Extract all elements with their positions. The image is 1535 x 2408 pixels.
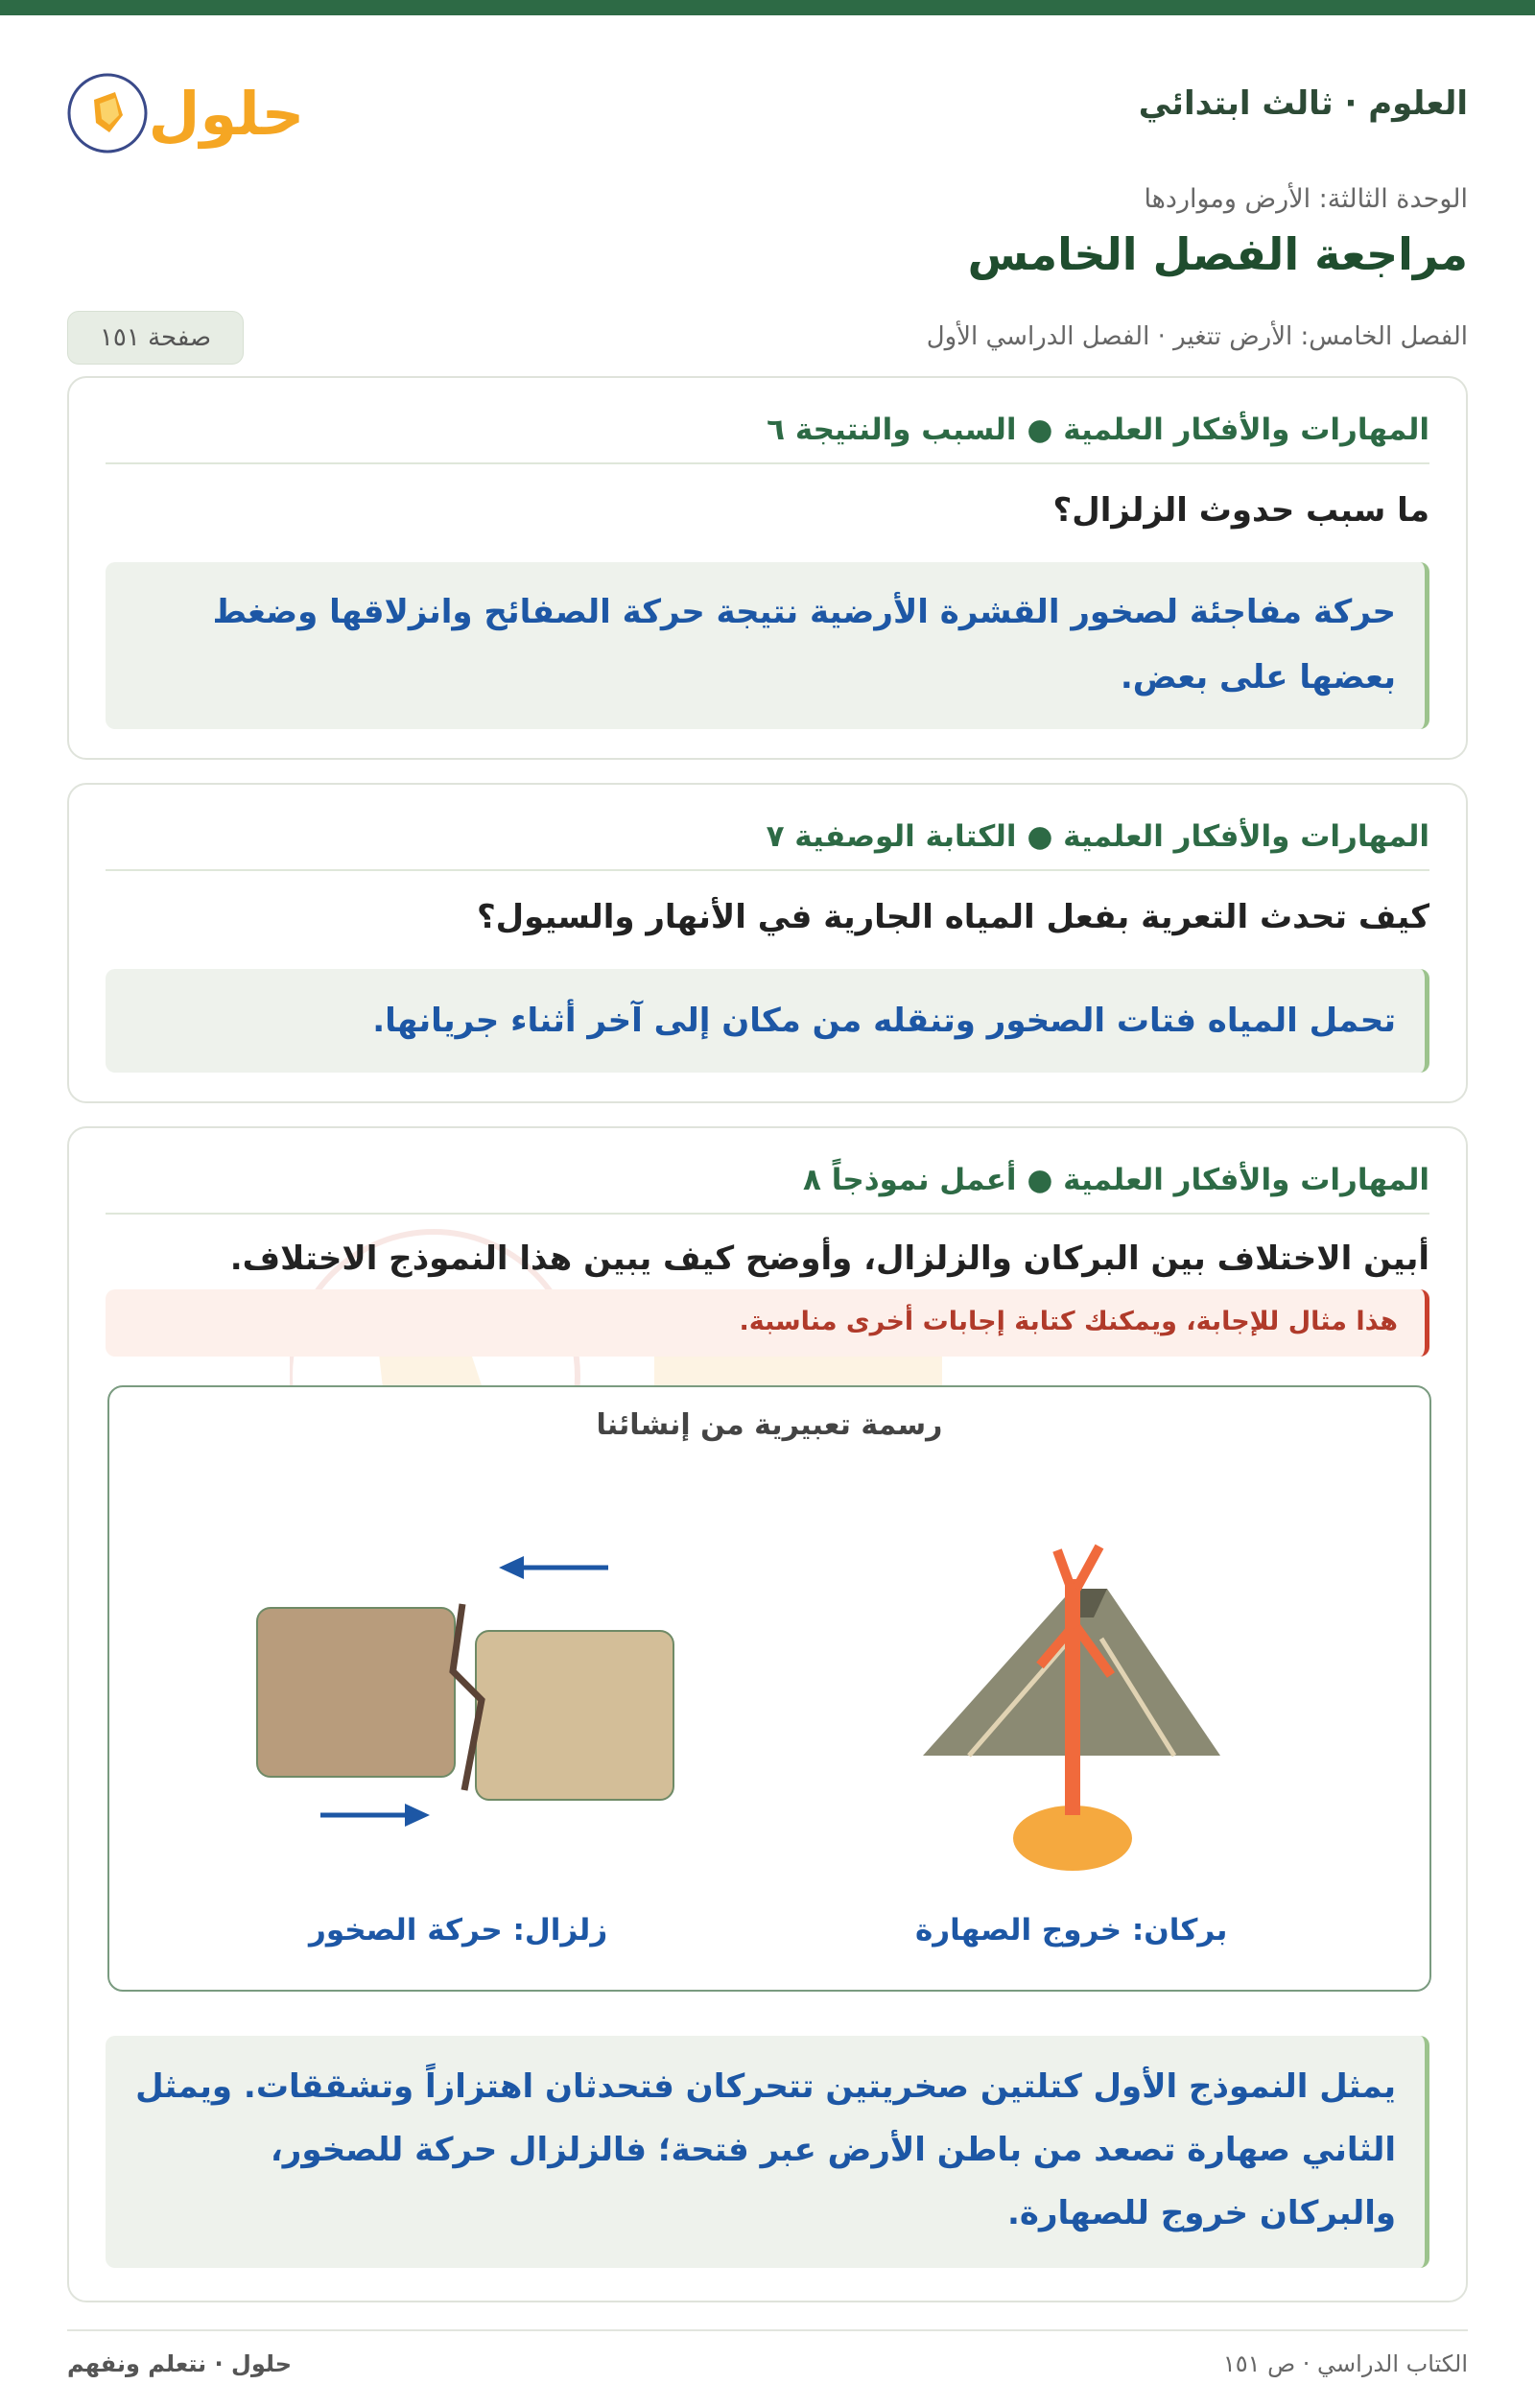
page-title: مراجعة الفصل الخامس [967,228,1468,280]
hlool-logo[interactable] [67,65,326,161]
card-heading: المهارات والأفكار العلمية ● الكتابة الوصفية ٧ [766,819,1429,854]
footer-brand[interactable]: حلول · نتعلم ونفهم [67,2350,292,2377]
magma-chamber [1013,1806,1132,1871]
volcano-model [923,1546,1220,1871]
example-note [106,1289,1429,1357]
answer-box [106,562,1429,729]
rock-block-right [476,1631,673,1800]
answer-box [106,969,1429,1073]
question-card-6 [67,376,1468,760]
header [67,65,1468,161]
arrow-right-icon [405,1804,430,1827]
rock-block-left [257,1608,455,1777]
logo-text: حلول [148,79,305,149]
earthquake-model [257,1556,673,1827]
footer-book-page: الكتاب الدراسي · ص ١٥١ [1222,2350,1468,2377]
page-number-badge: صفحة ١٥١ [67,311,244,365]
magma-vent [1065,1579,1080,1815]
question-text: أبين الاختلاف بين البركان والزلزال، وأوضح كيف يبين هذا النموذج الاختلاف. [229,1239,1429,1278]
note-text: هذا مثال للإجابة، ويمكنك كتابة إجابات أخرى مناسبة. [739,1307,1398,1336]
card-divider [106,869,1429,871]
answer-text: حركة مفاجئة لصخور القشرة الأرضية نتيجة حركة الصفائح وانزلاقها وضغط بعضها على بعض. [212,593,1396,696]
volcano-caption: بركان: خروج الصهارة [915,1913,1228,1948]
question-text: ما سبب حدوث الزلزال؟ [1052,491,1429,530]
footer-divider [67,2329,1468,2331]
card-divider [106,462,1429,464]
arrow-left-icon [499,1556,524,1579]
earthquake-caption: زلزال: حركة الصخور [309,1913,608,1948]
sketch-title: رسمة تعبيرية من إنشائنا [596,1408,943,1442]
sketch-drawing [109,1387,1433,1886]
question-card-7 [67,783,1468,1103]
unit-line: الوحدة الثالثة: الأرض ومواردها [1144,184,1468,214]
answer-text: يمثل النموذج الأول كتلتين صخريتين تتحركان فتحدثان اهتزازاً وتشققات. ويمثل الثاني صهارة تصعد من باطن الأرض عبر فتحة؛ فالزلزال حركة للصخور، والبركان خروج للصهارة. [135,2067,1396,2232]
question-card-8 [67,1126,1468,2302]
chapter-line: الفصل الخامس: الأرض تتغير · الفصل الدراسي الأول [926,322,1468,351]
answer-text: تحمل المياه فتات الصخور وتنقله من مكان إلى آخر أثناء جريانها. [372,1002,1396,1040]
card-heading: المهارات والأفكار العلمية ● أعمل نموذجاً ٨ [803,1163,1429,1197]
card-divider [106,1213,1429,1215]
top-accent-bar [0,0,1535,15]
card-heading: المهارات والأفكار العلمية ● السبب والنتيجة ٦ [767,413,1429,447]
model-sketch [107,1385,1431,1992]
page [0,15,1535,2408]
lava-spurt-right [1076,1546,1099,1589]
subject-title: العلوم · ثالث ابتدائي [1138,84,1468,123]
question-text: كيف تحدث التعرية بفعل المياه الجارية في الأنهار والسيول؟ [476,898,1429,936]
answer-box [106,2036,1429,2268]
